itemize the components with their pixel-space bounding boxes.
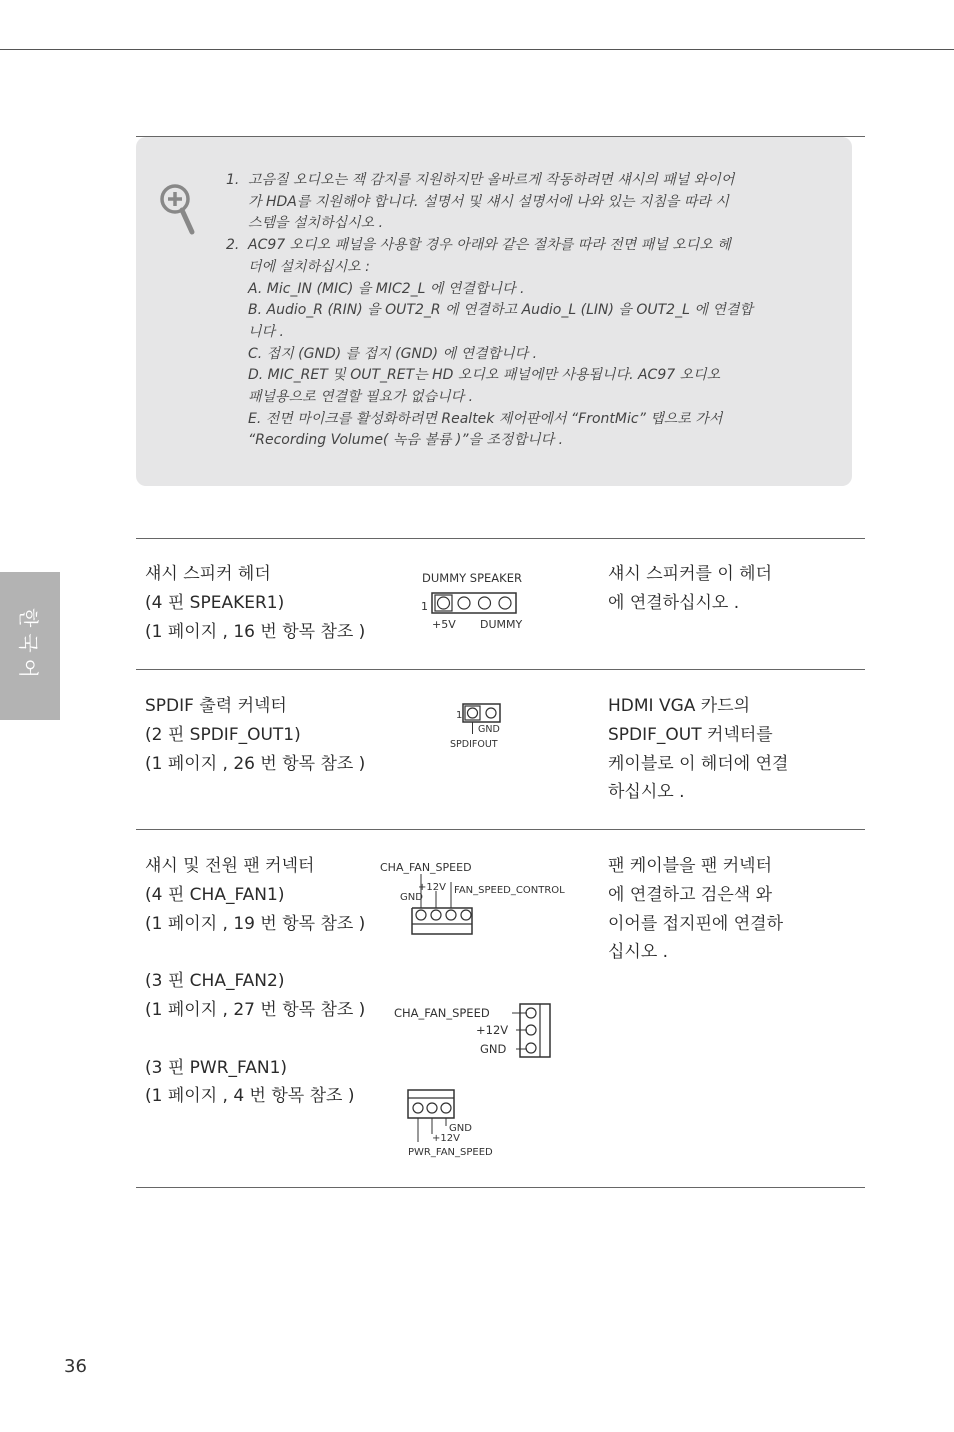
row-text: (1 페이지 , 26 번 항목 참조 )	[145, 753, 366, 774]
note-line: 더에 설치하십시오 :	[248, 258, 370, 275]
row-text: 섀시 및 전원 팬 커넥터	[145, 856, 315, 876]
row-text: 섀시 스피커를 이 헤더	[608, 564, 773, 584]
cha-fan2-pin	[526, 1025, 536, 1035]
row-spacer	[145, 1025, 365, 1054]
note-line: “Recording Volume( 녹음 볼륨 )”을 조정합니다 .	[248, 432, 564, 449]
note-line: D. MIC_RET 및 OUT_RET는 HD 오디오 패널에만 사용됩니다. AC97 오디오	[248, 367, 721, 384]
note-line: AC97 오디오 패널을 사용할 경우 아래와 같은 절차를 따라 전면 패널 오디오 헤	[248, 237, 731, 254]
row-text: 하십시오 .	[608, 782, 685, 803]
pwr-fan1-pin	[413, 1103, 423, 1113]
speaker-header-description	[145, 560, 365, 646]
pwr-fan1-gnd-label: GND	[449, 1123, 472, 1134]
cha-fan1-pin	[416, 910, 426, 920]
spdif-pin1-label: 1	[456, 710, 463, 721]
fan-connector-instruction	[608, 852, 828, 967]
spdif-connector-instruction	[608, 692, 828, 807]
note-line: 스템을 설치하십시오 .	[248, 215, 384, 232]
cha-fan1-12v-label: +12V	[418, 882, 446, 893]
pwr-fan1-bottom-label: PWR_FAN_SPEED	[408, 1147, 493, 1158]
speaker-bottom-right-label: DUMMY	[480, 618, 523, 631]
cha-fan1-diagram	[378, 858, 588, 938]
row-text: (1 페이지 , 4 번 항목 참조 )	[145, 1086, 355, 1107]
note-subitem-e	[248, 409, 786, 452]
row-text: SPDIF_OUT 커넥터를	[608, 724, 773, 745]
note-line: 니다 .	[248, 323, 284, 340]
row-text: 섀시 스피커 헤더	[145, 564, 271, 584]
row-text: (2 핀 SPDIF_OUT1)	[145, 724, 301, 745]
row-spacer	[145, 938, 365, 967]
cha-fan2-label-3: GND	[480, 1042, 507, 1056]
cha-fan1-pin	[446, 910, 456, 920]
note-subitem-a	[248, 279, 786, 301]
speaker-pin1-label: 1	[421, 600, 428, 613]
spdif-pin	[468, 708, 478, 718]
note-item-2	[226, 235, 786, 452]
speaker-bottom-left-label: +5V	[432, 618, 456, 631]
note-top-rule	[136, 136, 865, 137]
language-side-tab	[0, 572, 60, 720]
speaker-connector-body	[432, 593, 516, 613]
speaker-pin	[458, 597, 470, 609]
note-item-number: 2.	[226, 237, 240, 254]
cha-fan1-pin	[461, 910, 471, 920]
top-rule	[0, 49, 954, 50]
speaker-pin	[479, 597, 491, 609]
pwr-fan1-pin	[427, 1103, 437, 1113]
speaker-pin	[499, 597, 511, 609]
row-text: (3 핀 PWR_FAN1)	[145, 1057, 288, 1078]
cha-fan2-pin	[526, 1008, 536, 1018]
cha-fan1-control-label: FAN_SPEED_CONTROL	[454, 885, 565, 896]
magnifier-plus-icon	[158, 182, 198, 236]
row-text: (4 핀 CHA_FAN1)	[145, 884, 285, 905]
speaker-header-diagram	[418, 568, 548, 634]
speaker-header-instruction	[608, 560, 828, 618]
cha-fan2-pin	[526, 1043, 536, 1053]
cha-fan2-diagram	[390, 1000, 560, 1060]
pwr-fan1-pin	[441, 1103, 451, 1113]
spdif-connector-body	[463, 704, 500, 722]
spdif-pin	[486, 708, 496, 718]
speaker-top-label: DUMMY SPEAKER	[422, 571, 522, 585]
cha-fan1-top-label: CHA_FAN_SPEED	[380, 861, 472, 874]
note-item-1	[226, 170, 786, 235]
note-list	[226, 170, 786, 452]
pwr-fan1-diagram	[404, 1086, 514, 1160]
cha-fan1-gnd-label: GND	[400, 892, 423, 903]
row-text: SPDIF 출력 커넥터	[145, 696, 287, 716]
row-text: (1 페이지 , 16 번 항목 참조 )	[145, 621, 366, 642]
note-line: B. Audio_R (RIN) 을 OUT2_R 에 연결하고 Audio_L (LIN) 을 OUT2_L 에 연결합	[248, 302, 753, 319]
row-rule	[136, 1187, 865, 1188]
cha-fan2-label-2: +12V	[476, 1023, 509, 1037]
row-text: 에 연결하십시오 .	[608, 592, 740, 613]
page-number: 36	[64, 1356, 87, 1377]
row-rule	[136, 538, 865, 539]
row-text: (1 페이지 , 19 번 항목 참조 )	[145, 913, 366, 934]
note-line: 가 HDA를 지원해야 합니다. 설명서 및 섀시 설명서에 나와 있는 지침을 따라 시	[248, 193, 729, 210]
row-text: 이어를 접지핀에 연결하	[608, 913, 784, 934]
note-line: 패널용으로 연결할 필요가 없습니다 .	[248, 389, 474, 406]
row-rule	[136, 669, 865, 670]
pwr-fan1-12v-label: +12V	[432, 1133, 460, 1144]
note-line: 고음질 오디오는 잭 감지를 지원하지만 올바르게 작동하려면 섀시의 패널 와이어	[248, 172, 735, 188]
cha-fan2-label-1: CHA_FAN_SPEED	[394, 1006, 490, 1020]
row-text: (3 핀 CHA_FAN2)	[145, 971, 285, 992]
note-subitem-d	[248, 365, 786, 408]
side-tab-label: 한국어	[16, 608, 41, 684]
note-line: A. Mic_IN (MIC) 을 MIC2_L 에 연결합니다 .	[248, 280, 525, 297]
speaker-pin	[438, 597, 450, 609]
row-text: (1 페이지 , 27 번 항목 참조 )	[145, 999, 366, 1020]
spdif-bottom-label: SPDIFOUT	[450, 739, 498, 750]
spdif-connector-diagram	[448, 700, 518, 752]
note-subitem-c	[248, 344, 786, 366]
note-line: E. 전면 마이크를 활성화하려면 Realtek 제어판에서 “FrontMic” 탭으로 가서	[248, 410, 723, 427]
row-text: 팬 케이블을 팬 커넥터	[608, 856, 773, 876]
spdif-connector-description	[145, 692, 365, 778]
row-rule	[136, 829, 865, 830]
row-text: (4 핀 SPEAKER1)	[145, 592, 285, 613]
note-item-number: 1.	[226, 172, 240, 188]
row-text: HDMI VGA 카드의	[608, 696, 751, 716]
spdif-gnd-label: GND	[478, 724, 500, 735]
cha-fan1-connector-body	[412, 908, 472, 934]
fan-connector-description	[145, 852, 365, 1111]
row-text: 십시오 .	[608, 942, 669, 963]
row-text: 케이블로 이 헤더에 연결	[608, 753, 789, 774]
note-subitem-b	[248, 300, 786, 343]
cha-fan1-pin	[431, 910, 441, 920]
row-text: 에 연결하고 검은색 와	[608, 884, 773, 905]
note-line: C. 접지 (GND) 를 접지 (GND) 에 연결합니다 .	[248, 345, 538, 362]
